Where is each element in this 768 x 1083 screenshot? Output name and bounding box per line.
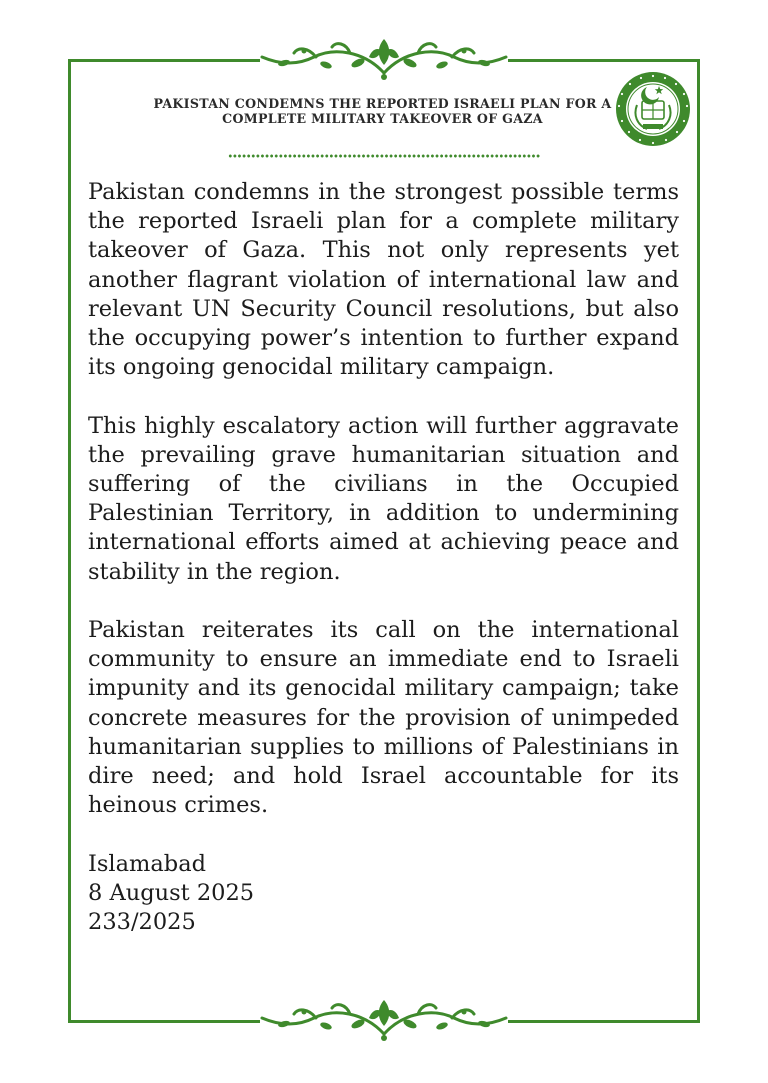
press-release-title: PAKISTAN CONDEMNS THE REPORTED ISRAELI PLAN FOR A COMPLETE MILITARY TAKEOVER OF GAZA	[153, 96, 612, 126]
frame-bottom-right-line	[508, 1020, 700, 1023]
frame-left-line	[68, 59, 71, 1023]
frame-right-line	[697, 59, 700, 1023]
frame-top-right-line	[508, 59, 700, 62]
ministry-emblem-icon	[615, 71, 691, 147]
top-flourish-ornament-icon	[254, 33, 514, 87]
paragraph-1: Pakistan condemns in the strongest possible terms the reported Israeli plan for a complete military takeover of Gaza. This not only represents yet another flagrant violation of international law and relevant UN Security Council resolutions, but also the occupying power’s intention to further expand its ongoing genocidal military campaign.	[88, 179, 679, 381]
reference-number: 233/2025	[88, 909, 196, 936]
signoff-block	[88, 850, 679, 938]
paragraph-3: Pakistan reiterates its call on the international community to ensure an immediate end to Israeli impunity and its genocidal military campaign; take concrete measures for the provision of unimpeded humanitarian supplies to millions of Palestinians in dire need; and hold Israel accountable for its heinous crimes.	[88, 617, 679, 819]
press-release-body	[88, 178, 679, 937]
date: 8 August 2025	[88, 879, 255, 906]
bottom-flourish-ornament-icon	[254, 994, 514, 1048]
title-dotted-divider	[228, 154, 540, 158]
frame-top-left-line	[68, 59, 260, 62]
paragraph-2: This highly escalatory action will further aggravate the prevailing grave humanitarian situation and suffering of the civilians in the Occupied Palestinian Territory, in addition to undermining international efforts aimed at achieving peace and stability in the region.	[88, 412, 679, 585]
frame-bottom-left-line	[68, 1020, 260, 1023]
place: Islamabad	[88, 850, 207, 877]
